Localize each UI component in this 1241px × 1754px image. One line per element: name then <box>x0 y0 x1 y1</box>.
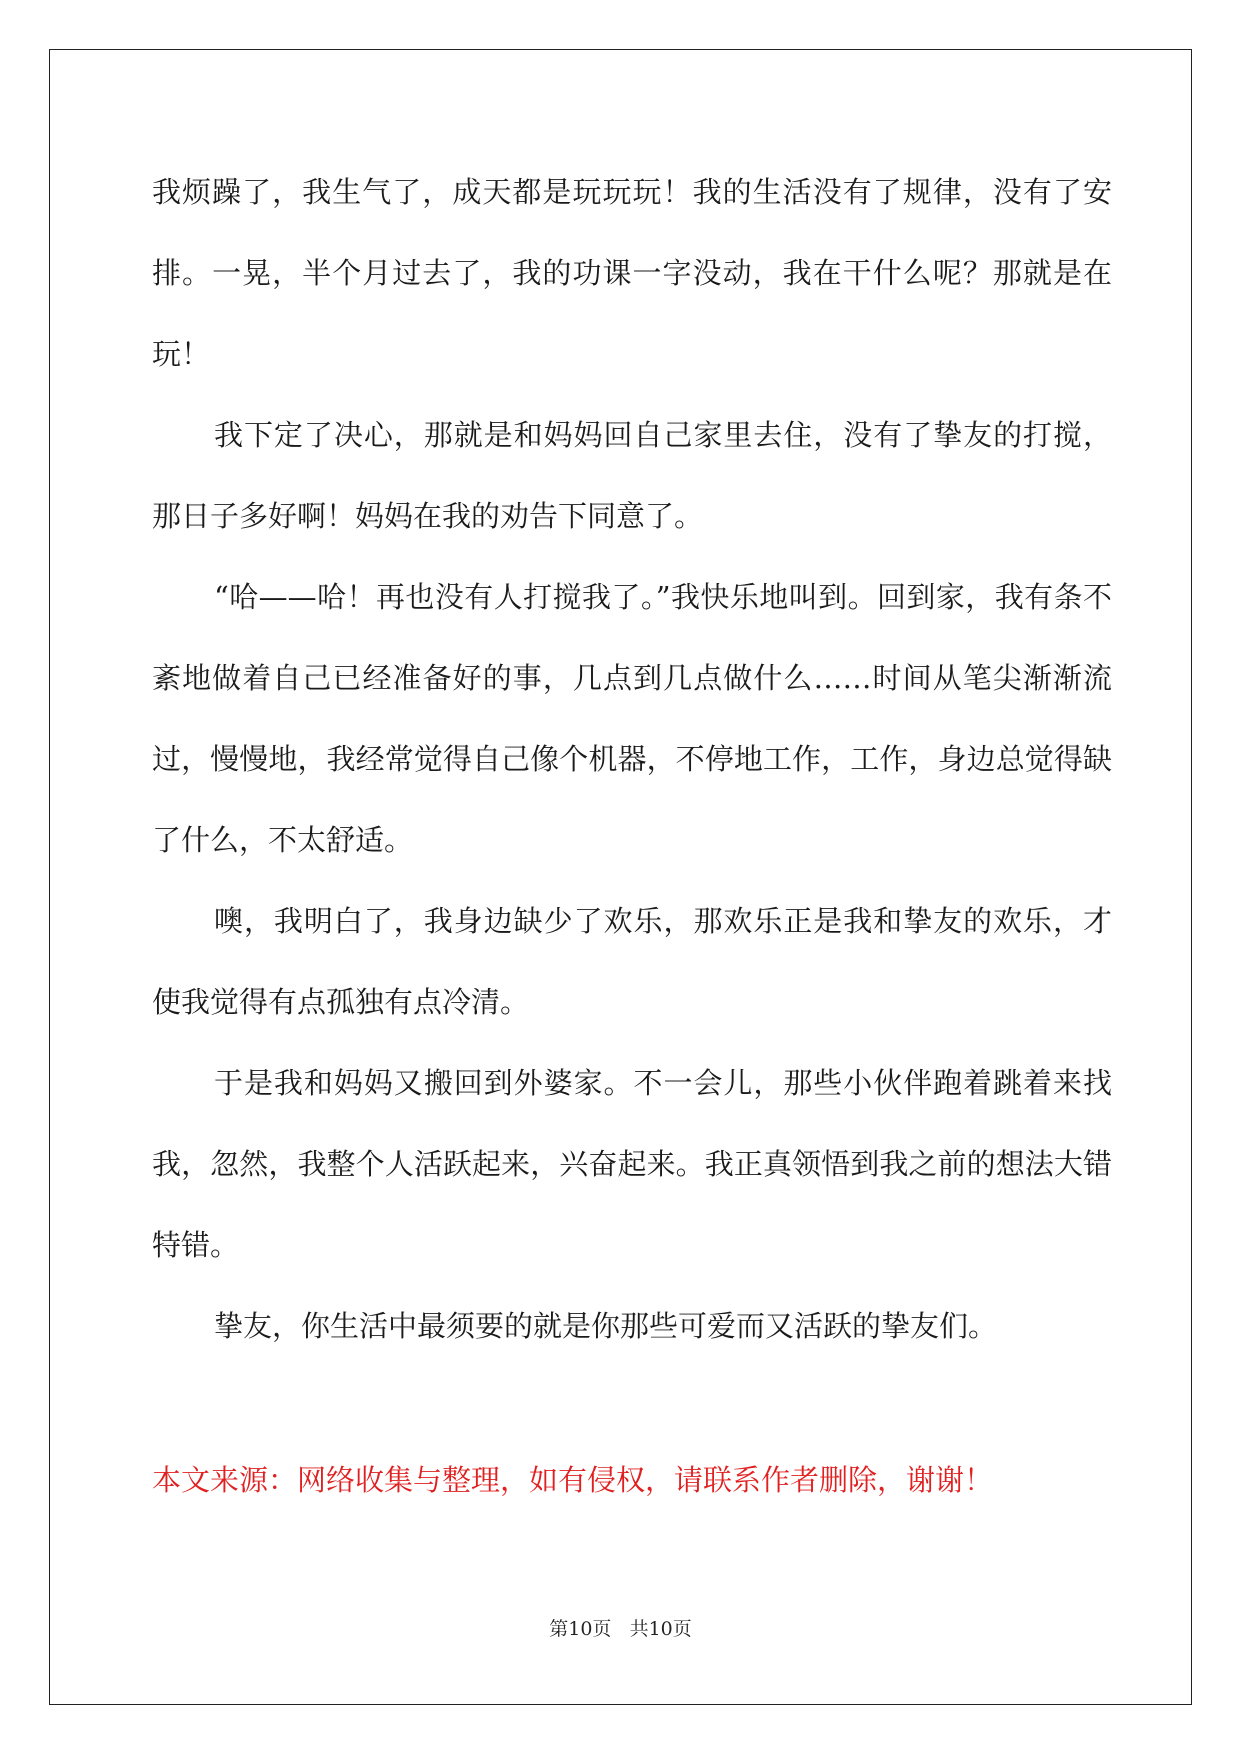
source-note: 本文来源：网络收集与整理，如有侵权，请联系作者删除，谢谢！ <box>152 1463 994 1497</box>
paragraph-1: 我烦躁了，我生气了，成天都是玩玩玩！我的生活没有了规律，没有了安排。一晃，半个月过去了，我的功课一字没动，我在干什么呢？那就是在玩！ <box>152 175 1112 371</box>
paragraph-2: 我下定了决心，那就是和妈妈回自己家里去住，没有了挚友的打搅，那日子多好啊！妈妈在我的劝告下同意了。 <box>152 418 1112 533</box>
page-footer <box>0 1617 1241 1641</box>
document-body <box>152 152 1112 1367</box>
page-number: 第10页 <box>549 1618 612 1640</box>
paragraph-5: 于是我和妈妈又搬回到外婆家。不一会儿，那些小伙伴跑着跳着来找我，忽然，我整个人活跃起来，兴奋起来。我正真领悟到我之前的想法大错特错。 <box>152 1066 1112 1262</box>
total-pages: 共10页 <box>629 1618 692 1640</box>
paragraph-6: 挚友，你生活中最须要的就是你那些可爱而又活跃的挚友们。 <box>214 1309 998 1343</box>
paragraph-4: 噢，我明白了，我身边缺少了欢乐，那欢乐正是我和挚友的欢乐，才使我觉得有点孤独有点冷清。 <box>152 904 1112 1019</box>
paragraph-3: “哈——哈！再也没有人打搅我了。”我快乐地叫到。回到家，我有条不紊地做着自己已经准备好的事，几点到几点做什么……时间从笔尖渐渐流过，慢慢地，我经常觉得自己像个机器，不停地工作，工作，身边总觉得缺了什么，不太舒适。 <box>152 580 1112 857</box>
